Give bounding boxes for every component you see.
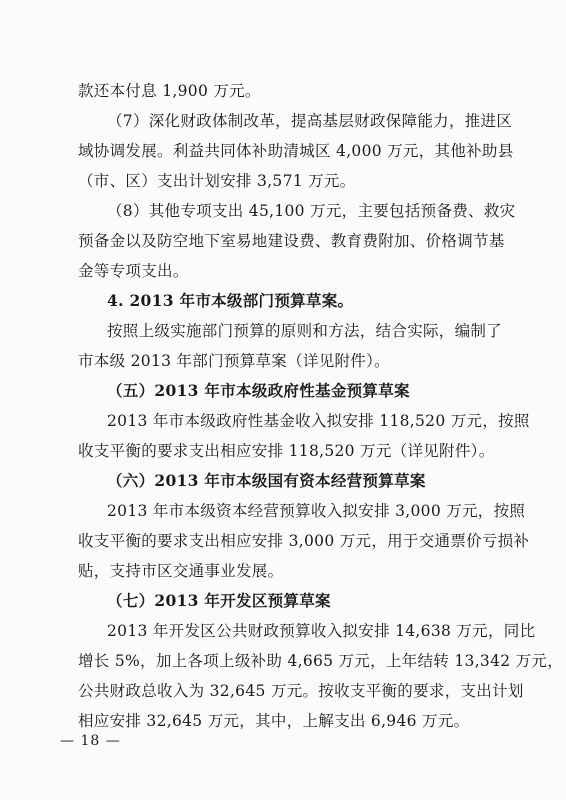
text-line: 增长 5%，加上各项上级补助 4,665 万元，上年结转 13,342 万元，	[78, 652, 564, 670]
text-line: （市、区）支出计划安排 3,571 万元。	[78, 172, 356, 190]
text-line: 金等专项支出。	[78, 262, 189, 280]
text-line: 款还本付息 1,900 万元。	[78, 82, 261, 100]
text-line: 市本级 2013 年部门预算草案（详见附件）。	[78, 352, 390, 370]
text-line: 2013 年开发区公共财政预算收入拟安排 14,638 万元，同比	[107, 622, 536, 640]
text-line: 相应安排 32,645 万元，其中，上解支出 6,946 万元。	[78, 712, 470, 730]
section-heading: （五）2013 年市本级政府性基金预算草案	[107, 381, 410, 400]
section-heading: （六）2013 年市本级国有资本经营预算草案	[107, 471, 426, 490]
text-line: 2013 年市本级政府性基金收入拟安排 118,520 万元，按照	[107, 412, 530, 430]
text-line: （7）深化财政体制改革，提高基层财政保障能力，推进区	[107, 112, 513, 130]
text-line: 域协调发展。利益共同体补助清城区 4,000 万元，其他补助县	[78, 142, 514, 160]
text-line: 收支平衡的要求支出相应安排 3,000 万元，用于交通票价亏损补	[78, 532, 530, 550]
section-heading: （七）2013 年开发区预算草案	[107, 591, 331, 610]
page-number: — 18 —	[60, 733, 121, 749]
text-line: 贴，支持市区交通事业发展。	[78, 562, 284, 580]
text-line: 收支平衡的要求支出相应安排 118,520 万元（详见附件）。	[78, 442, 495, 460]
text-line: （8）其他专项支出 45,100 万元，主要包括预备费、救灾	[107, 202, 516, 220]
document-body	[78, 76, 564, 736]
section-heading: 4. 2013 年市本级部门预算草案。	[107, 291, 354, 310]
text-line: 公共财政总收入为 32,645 万元。按收支平衡的要求，支出计划	[78, 682, 524, 700]
text-line: 预备金以及防空地下室易地建设费、教育费附加、价格调节基	[78, 232, 505, 250]
text-line: 2013 年市本级资本经营预算收入拟安排 3,000 万元，按照	[107, 502, 526, 520]
text-line: 按照上级实施部门预算的原则和方法，结合实际，编制了	[107, 322, 503, 340]
